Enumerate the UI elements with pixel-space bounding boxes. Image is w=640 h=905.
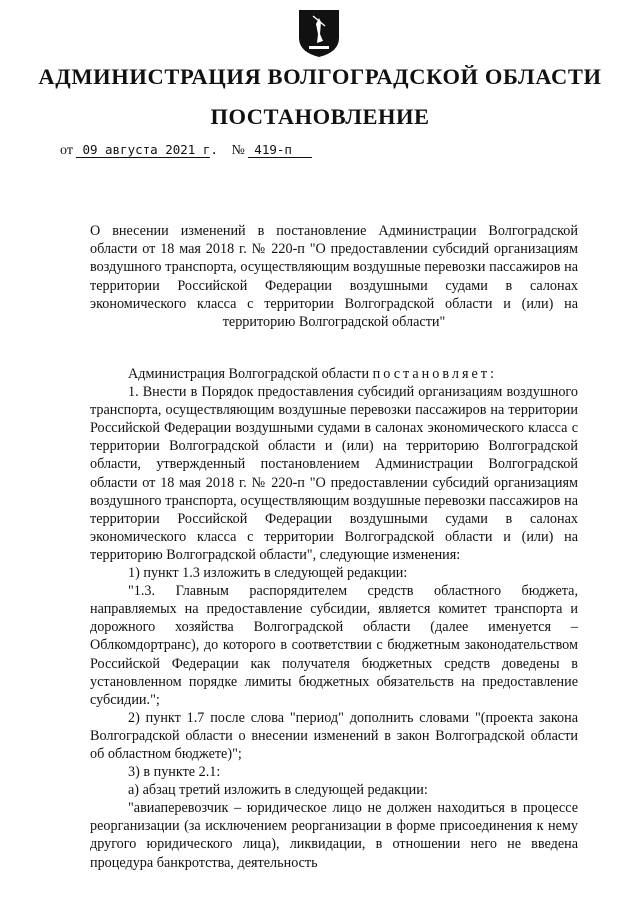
document-type: ПОСТАНОВЛЕНИЕ: [210, 104, 430, 129]
paragraph-6: а) абзац третий изложить в следующей редакции:: [128, 782, 428, 799]
organization-name: АДМИНИСТРАЦИЯ ВОЛГОГРАДСКОЙ ОБЛАСТИ: [38, 64, 602, 89]
document-dateline: [60, 142, 312, 159]
intro-verb: постановляет:: [372, 366, 497, 382]
intro-subject: Администрация Волгоградской области: [128, 366, 370, 382]
paragraph-4: 2) пункт 1.7 после слова "период" дополнить словами "(проекта закона Волгоградской области о внесении изменений в закон Волгоградской области об областном бюджете)";: [90, 709, 578, 762]
document-body: [90, 365, 578, 872]
title-text: О внесении изменений в постановление Администрации Волгоградской области от 18 мая 2018 г. № 220-п "О предоставлении субсидий организациям воздушного транспорта, осуществляющим воздушные перевозки пассажиров на территории Российской Федерации воздушными судами в салонах экономического класса с территории Волгоградской области и (или) на территорию Волгоградской области": [90, 223, 578, 331]
paragraph-5: 3) в пункте 2.1:: [128, 764, 221, 781]
paragraph-7: "авиаперевозчик – юридическое лицо не должен находиться в процессе реорганизации (за исключением реорганизации в форме присоединения к нему другого юридического лица), ликвидации, в отношении него не введена процедура банкротства, деятельность: [90, 800, 578, 871]
paragraph-3: "1.3. Главным распорядителем средств областного бюджета, направляемых на предоставление субсидии, является комитет транспорта и дорожного хозяйства Волгоградской области (далее именуется – Облкомдортранс), до которого в соответствии с бюджетным законодательством Российской Федерации как получателя бюджетных средств доведены в установленном порядке лимиты бюджетных обязательств на предоставление субсидии.";: [90, 583, 578, 708]
coat-of-arms-icon: [296, 8, 342, 58]
document-title: [90, 222, 578, 331]
intro-paragraph: [90, 365, 578, 383]
paragraph-1: 1. Внести в Порядок предоставления субсидий организациям воздушного транспорта, осуществляющим воздушные перевозки пассажиров на территории Российской Федерации воздушными судами в салонах экономического класса с территории Волгоградской области и (или) на территорию Волгоградской области, утвержденный постановлением Администрации Волгоградской области от 18 мая 2018 г. № 220-п "О предоставлении субсидий организациям воздушного транспорта, осуществляющим воздушные перевозки пассажиров на территории Российской Федерации воздушными судами в салонах экономического класса с территории Волгоградской области и (или) на территорию Волгоградской области", следующие изменения:: [90, 384, 578, 563]
number-label: №: [231, 143, 245, 158]
document-number: 419-п: [248, 142, 312, 158]
document-date: 09 августа 2021 г.: [76, 142, 210, 158]
paragraph-2: 1) пункт 1.3 изложить в следующей редакции:: [128, 565, 408, 582]
date-prefix: от: [60, 143, 73, 158]
